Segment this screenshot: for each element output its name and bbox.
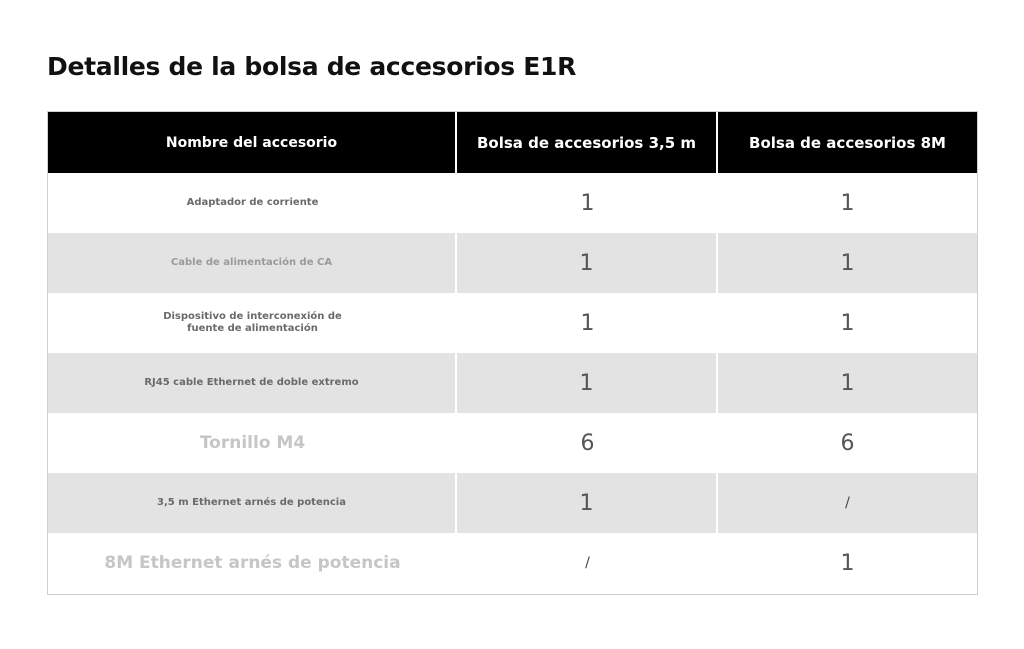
bag-8m-quantity: / xyxy=(845,495,850,511)
bag-8m-quantity: 6 xyxy=(840,430,855,456)
table-row xyxy=(48,413,977,473)
accessory-name-cell xyxy=(48,293,457,353)
table-row xyxy=(48,533,977,593)
table-row xyxy=(48,473,977,533)
bag-3-5m-quantity: 1 xyxy=(580,310,595,336)
bag-8m-quantity: 1 xyxy=(840,370,855,396)
accessory-name-cell xyxy=(48,533,457,593)
accessory-name: Dispositivo de interconexión de fuente de alimentación xyxy=(163,311,342,334)
bag-8m-quantity: 1 xyxy=(840,250,855,276)
accessory-name: 3,5 m Ethernet arnés de potencia xyxy=(157,497,346,508)
page-title: Detalles de la bolsa de accesorios E1R xyxy=(47,52,577,81)
accessory-name: Cable de alimentación de CA xyxy=(170,257,333,268)
header-bag-3-5m: Bolsa de accesorios 3,5 m xyxy=(457,112,718,173)
bag-8m-quantity: 1 xyxy=(840,190,855,216)
accessory-name-cell xyxy=(48,413,457,473)
bag-3-5m-quantity: / xyxy=(585,555,590,571)
bag-3-5m-quantity-cell xyxy=(457,533,718,593)
bag-8m-quantity-cell xyxy=(718,293,977,353)
bag-8m-quantity-cell xyxy=(718,353,977,413)
bag-3-5m-quantity-cell xyxy=(457,413,718,473)
bag-8m-quantity-cell xyxy=(718,233,977,293)
accessory-name: RJ45 cable Ethernet de doble extremo xyxy=(144,377,359,388)
accessory-name-cell xyxy=(48,233,457,293)
header-accessory-name: Nombre del accesorio xyxy=(48,112,457,173)
accessory-name-cell xyxy=(48,173,457,233)
accessory-name: 8M Ethernet arnés de potencia xyxy=(104,553,401,573)
bag-8m-quantity: 1 xyxy=(840,310,855,336)
table-header-row xyxy=(48,112,977,173)
bag-3-5m-quantity-cell xyxy=(457,173,718,233)
bag-8m-quantity-cell xyxy=(718,533,977,593)
bag-3-5m-quantity: 1 xyxy=(580,190,595,216)
table-row xyxy=(48,173,977,233)
bag-8m-quantity-cell xyxy=(718,173,977,233)
table-row xyxy=(48,293,977,353)
accessory-name-cell xyxy=(48,473,457,533)
header-bag-8m: Bolsa de accesorios 8M xyxy=(718,112,977,173)
bag-8m-quantity-cell xyxy=(718,413,977,473)
bag-3-5m-quantity: 1 xyxy=(579,490,594,516)
accessory-name: Adaptador de corriente xyxy=(186,197,319,208)
bag-3-5m-quantity-cell xyxy=(457,233,718,293)
accessory-name-cell xyxy=(48,353,457,413)
accessory-name: Tornillo M4 xyxy=(199,433,306,453)
bag-8m-quantity-cell xyxy=(718,473,977,533)
bag-3-5m-quantity-cell xyxy=(457,353,718,413)
bag-3-5m-quantity-cell xyxy=(457,293,718,353)
bag-3-5m-quantity: 1 xyxy=(579,370,594,396)
table-row xyxy=(48,233,977,293)
table-row xyxy=(48,353,977,413)
bag-3-5m-quantity-cell xyxy=(457,473,718,533)
bag-3-5m-quantity: 6 xyxy=(580,430,595,456)
accessories-table xyxy=(47,111,978,595)
bag-8m-quantity: 1 xyxy=(840,550,855,576)
bag-3-5m-quantity: 1 xyxy=(579,250,594,276)
